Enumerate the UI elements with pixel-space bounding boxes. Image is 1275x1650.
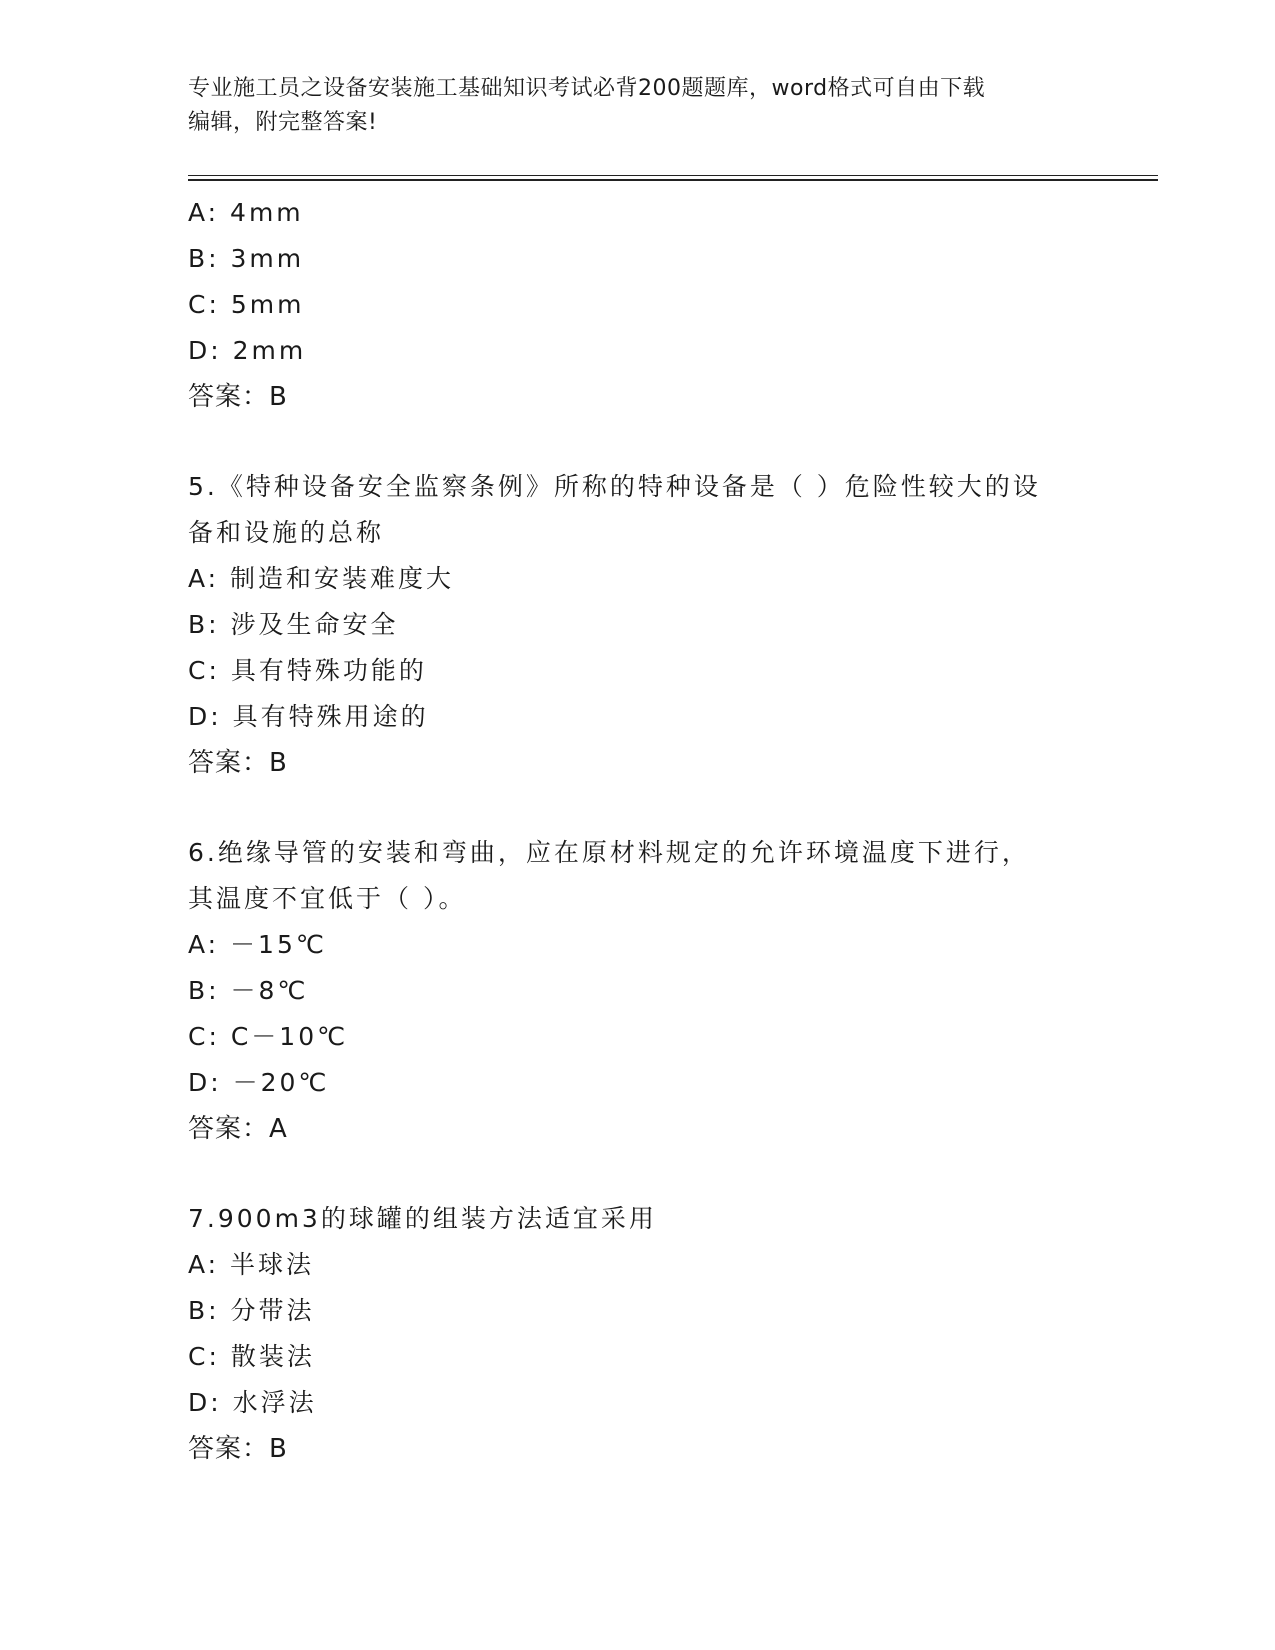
option-a: A: 半球法 xyxy=(188,1250,315,1279)
question-stem-line2: 备和设施的总称 xyxy=(188,518,385,547)
option-a: A: 制造和安装难度大 xyxy=(188,564,455,593)
option-d: D: 2mm xyxy=(188,336,307,365)
option-d: D: 具有特殊用途的 xyxy=(188,702,429,731)
option-c: C: 具有特殊功能的 xyxy=(188,656,427,685)
header-rule-thick xyxy=(188,179,1158,181)
option-b: B: 分带法 xyxy=(188,1296,315,1325)
question-5 xyxy=(188,464,1088,786)
option-a: A: 4mm xyxy=(188,198,304,227)
answer: 答案：A xyxy=(188,1114,288,1144)
answer: 答案：B xyxy=(188,748,288,778)
answer: 答案：B xyxy=(188,382,288,412)
document-header xyxy=(188,72,1088,140)
header-title-line2: 编辑，附完整答案! xyxy=(188,110,378,135)
option-d: D: －20℃ xyxy=(188,1068,330,1097)
option-d: D: 水浮法 xyxy=(188,1388,317,1417)
option-b: B: 3mm xyxy=(188,244,305,273)
question-6 xyxy=(188,830,1088,1152)
header-rule-thin xyxy=(188,175,1158,176)
header-title-line1: 专业施工员之设备安装施工基础知识考试必背200题题库，word格式可自由下载 xyxy=(188,76,986,101)
question-7 xyxy=(188,1196,1088,1472)
answer: 答案：B xyxy=(188,1434,288,1464)
option-b: B: 涉及生命安全 xyxy=(188,610,399,639)
question-stem-line1: 6.绝缘导管的安装和弯曲，应在原材料规定的允许环境温度下进行， xyxy=(188,838,1030,867)
option-a: A: －15℃ xyxy=(188,930,327,959)
question-4 xyxy=(188,190,1088,420)
question-list xyxy=(188,190,1088,1472)
question-stem-line1: 5.《特种设备安全监察条例》所称的特种设备是（ ）危险性较大的设 xyxy=(188,472,1041,501)
question-stem-line1: 7.900m3的球罐的组装方法适宜采用 xyxy=(188,1204,657,1233)
option-b: B: －8℃ xyxy=(188,976,309,1005)
option-c: C: C－10℃ xyxy=(188,1022,349,1051)
option-c: C: 5mm xyxy=(188,290,305,319)
option-c: C: 散装法 xyxy=(188,1342,315,1371)
question-stem-line2: 其温度不宜低于（ ）。 xyxy=(188,884,467,913)
